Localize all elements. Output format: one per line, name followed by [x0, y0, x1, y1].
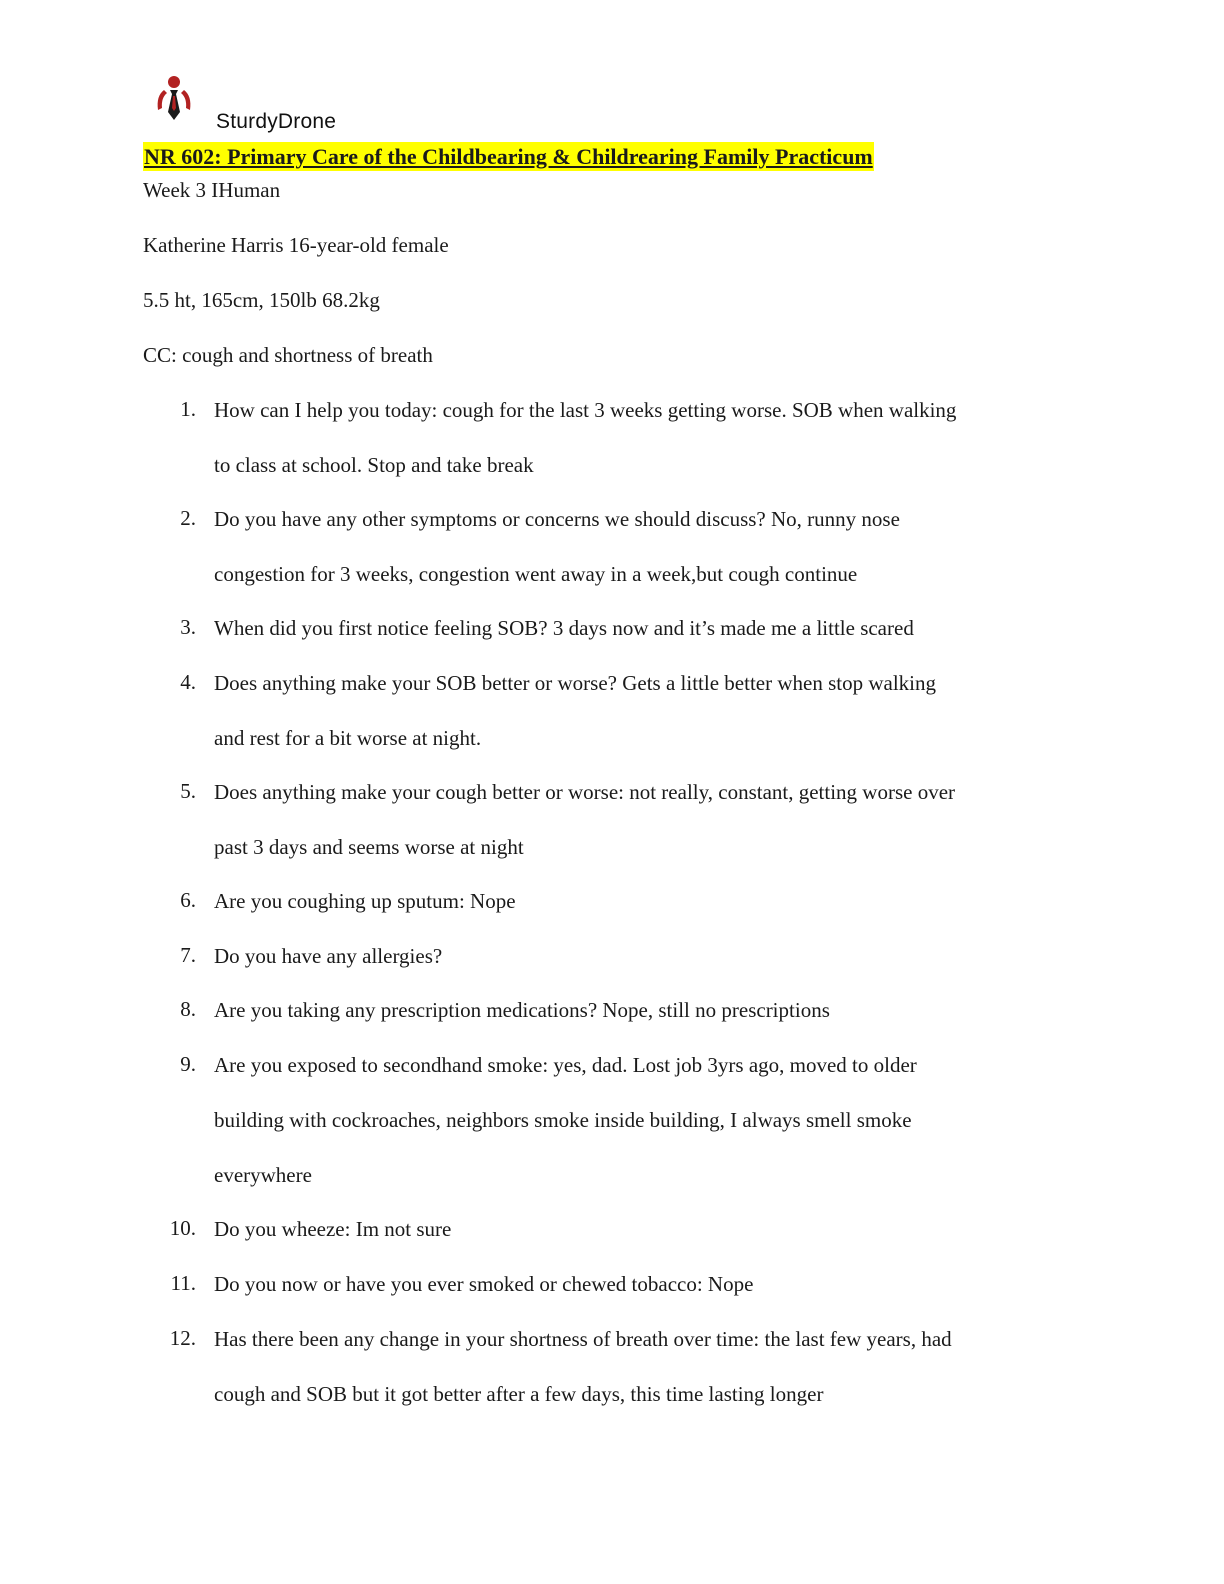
question-number: 8.	[180, 997, 196, 1021]
question-line: Do you wheeze: Im not sure	[214, 1217, 452, 1241]
question-text	[214, 997, 830, 1052]
question-text	[214, 397, 956, 507]
question-text	[214, 615, 914, 670]
question-line: past 3 days and seems worse at night	[214, 835, 524, 859]
chief-complaint: CC: cough and shortness of breath	[143, 343, 433, 367]
question-line: How can I help you today: cough for the last 3 weeks getting worse. SOB when walking	[214, 398, 957, 422]
course-title: NR 602: Primary Care of the Childbearing & Childrearing Family Practicum	[144, 144, 873, 169]
question-line: Do you now or have you ever smoked or chewed tobacco: Nope	[214, 1272, 754, 1296]
question-text	[214, 1326, 952, 1436]
question-number: 12.	[169, 1326, 196, 1350]
question-text	[214, 888, 516, 943]
question-number: 6.	[180, 888, 196, 912]
question-text	[214, 1271, 753, 1326]
question-number: 11.	[170, 1271, 196, 1295]
brand-name: SturdyDrone	[216, 110, 337, 133]
question-line: Do you have any allergies?	[214, 944, 443, 968]
question-text	[214, 1052, 917, 1217]
question-text	[214, 1216, 451, 1271]
question-line: Has there been any change in your shortness of breath over time: the last few years, had	[214, 1327, 952, 1351]
question-number: 3.	[180, 615, 196, 639]
question-line: to class at school. Stop and take break	[214, 453, 534, 477]
question-line: Are you exposed to secondhand smoke: yes, dad. Lost job 3yrs ago, moved to older	[214, 1053, 917, 1077]
patient-info: Katherine Harris 16-year-old female	[143, 233, 449, 257]
tie-figure-logo-icon	[152, 74, 196, 126]
question-line: Are you taking any prescription medications? Nope, still no prescriptions	[214, 998, 830, 1022]
patient-measurements: 5.5 ht, 165cm, 150lb 68.2kg	[143, 288, 380, 312]
question-line: Does anything make your SOB better or worse? Gets a little better when stop walking	[214, 671, 936, 695]
question-number: 1.	[180, 397, 196, 421]
question-line: congestion for 3 weeks, congestion went away in a week,but cough continue	[214, 562, 858, 586]
question-text	[214, 943, 442, 998]
question-number: 4.	[180, 670, 196, 694]
question-number: 10.	[169, 1216, 196, 1240]
question-number: 9.	[180, 1052, 196, 1076]
question-number: 2.	[180, 506, 196, 530]
question-line: and rest for a bit worse at night.	[214, 726, 482, 750]
question-line: Do you have any other symptoms or concerns we should discuss? No, runny nose	[214, 507, 900, 531]
question-number: 7.	[180, 943, 196, 967]
question-text	[214, 506, 900, 616]
question-line: When did you first notice feeling SOB? 3 days now and it’s made me a little scared	[214, 616, 914, 640]
question-line: Does anything make your cough better or worse: not really, constant, getting worse over	[214, 780, 956, 804]
week-label: Week 3 IHuman	[143, 178, 281, 202]
question-line: everywhere	[214, 1163, 312, 1187]
question-number: 5.	[180, 779, 196, 803]
question-text	[214, 779, 955, 889]
question-text	[214, 670, 936, 780]
question-line: cough and SOB but it got better after a few days, this time lasting longer	[214, 1382, 824, 1406]
question-line: Are you coughing up sputum: Nope	[214, 889, 516, 913]
question-line: building with cockroaches, neighbors smoke inside building, I always smell smoke	[214, 1108, 912, 1132]
